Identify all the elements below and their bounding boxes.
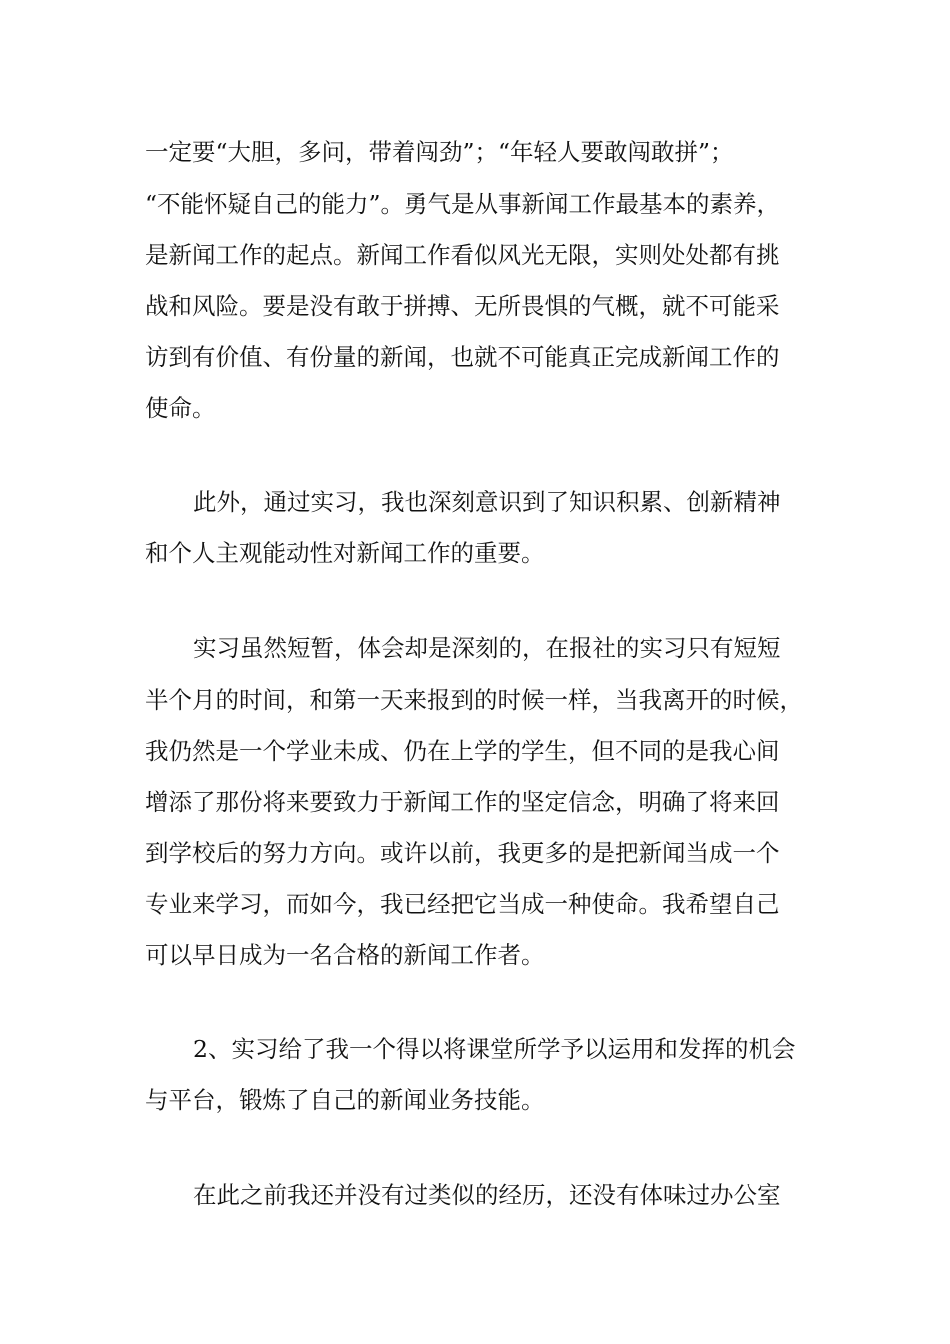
- paragraph-1-line-2: “不能怀疑自己的能力”。勇气是从事新闻工作最基本的素养，: [145, 190, 781, 218]
- paragraph-3-line-6: 专业来学习，而如今，我已经把它当成一种使命。我希望自己: [145, 890, 780, 918]
- paragraph-3-line-5: 到学校后的努力方向。或许以前，我更多的是把新闻当成一个: [145, 839, 780, 867]
- paragraph-5-line-1: 在此之前我还并没有过类似的经历，还没有体味过办公室: [193, 1181, 781, 1209]
- paragraph-2-line-1: 此外，通过实习，我也深刻意识到了知识积累、创新精神: [193, 488, 781, 516]
- paragraph-1-line-5: 访到有价值、有份量的新闻，也就不可能真正完成新闻工作的: [145, 343, 780, 371]
- paragraph-3-line-1: 实习虽然短暂，体会却是深刻的，在报社的实习只有短短: [193, 634, 781, 662]
- paragraph-4-line-2: 与平台，锻炼了自己的新闻业务技能。: [145, 1086, 545, 1114]
- paragraph-3-line-3: 我仍然是一个学业未成、仍在上学的学生，但不同的是我心间: [145, 737, 780, 765]
- paragraph-4-line-1: 2、实习给了我一个得以将课堂所学予以运用和发挥的机会: [193, 1035, 796, 1063]
- paragraph-3-line-7: 可以早日成为一名合格的新闻工作者。: [145, 941, 545, 969]
- paragraph-1-line-6: 使命。: [145, 394, 216, 422]
- paragraph-2-line-2: 和个人主观能动性对新闻工作的重要。: [145, 539, 545, 567]
- paragraph-1-line-3: 是新闻工作的起点。新闻工作看似风光无限，实则处处都有挑: [145, 241, 780, 269]
- paragraph-3-line-4: 增添了那份将来要致力于新闻工作的坚定信念，明确了将来回: [145, 788, 780, 816]
- paragraph-3-line-2: 半个月的时间，和第一天来报到的时候一样，当我离开的时候，: [145, 686, 803, 714]
- paragraph-1-line-1: 一定要“大胆，多问，带着闯劲”；“年轻人要敢闯敢拼”；: [145, 138, 734, 166]
- paragraph-1-line-4: 战和风险。要是没有敢于拼搏、无所畏惧的气概，就不可能采: [145, 292, 780, 320]
